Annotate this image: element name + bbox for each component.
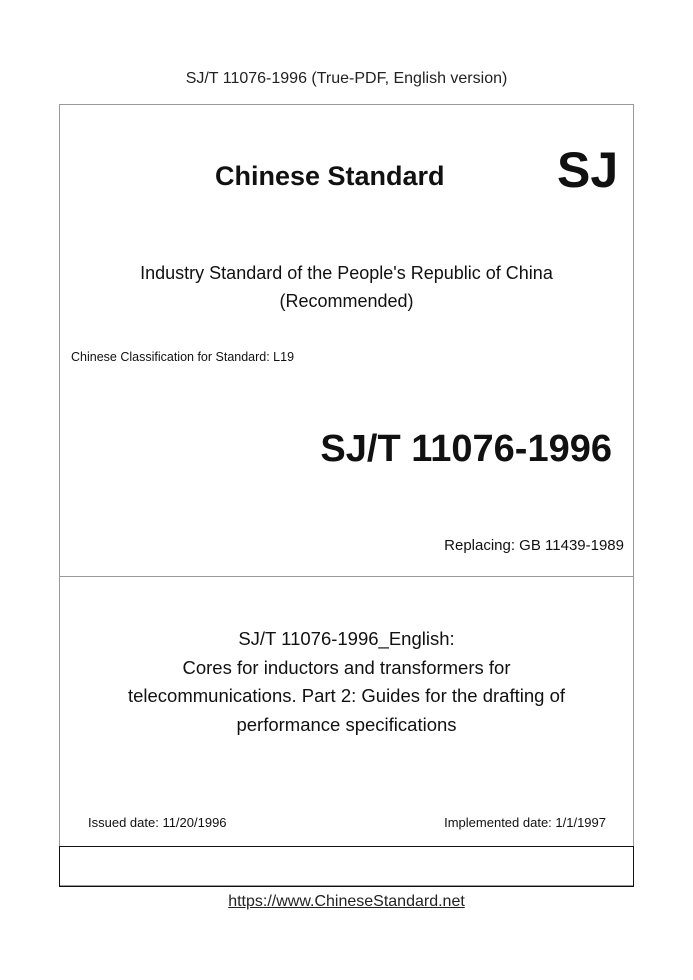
website-link[interactable]: https://www.ChineseStandard.net [228,893,465,910]
standard-number: SJ/T 11076-1996 [320,428,612,470]
replacing-label: Replacing: GB 11439-1989 [444,537,624,554]
document-title-line: SJ/T 11076-1996_English: [238,628,455,649]
page-header: SJ/T 11076-1996 (True-PDF, English version) [185,70,508,87]
document-title-line: performance specifications [236,713,457,735]
cover-title-section [60,577,633,847]
sj-logo: SJ [557,142,619,198]
footer [0,893,693,911]
classification-label: Chinese Classification for Standard: L19 [71,350,295,364]
document-title-line: Cores for inductors and transformers for [182,656,511,678]
issued-date: Issued date: 11/20/1996 [88,815,227,830]
industry-line-1: Industry Standard of the People's Republic of China [140,263,553,283]
cover-bottom-box [59,846,634,887]
document-title [60,625,633,739]
cover-frame [59,104,634,886]
document-title-line: telecommunications. Part 2: Guides for the drafting of [127,685,566,706]
industry-standard-statement [60,259,633,315]
cover-top-section [60,105,633,577]
implemented-date: Implemented date: 1/1/1997 [444,815,606,830]
industry-line-2: (Recommended) [279,291,414,311]
standard-type-heading: Chinese Standard [215,161,445,191]
